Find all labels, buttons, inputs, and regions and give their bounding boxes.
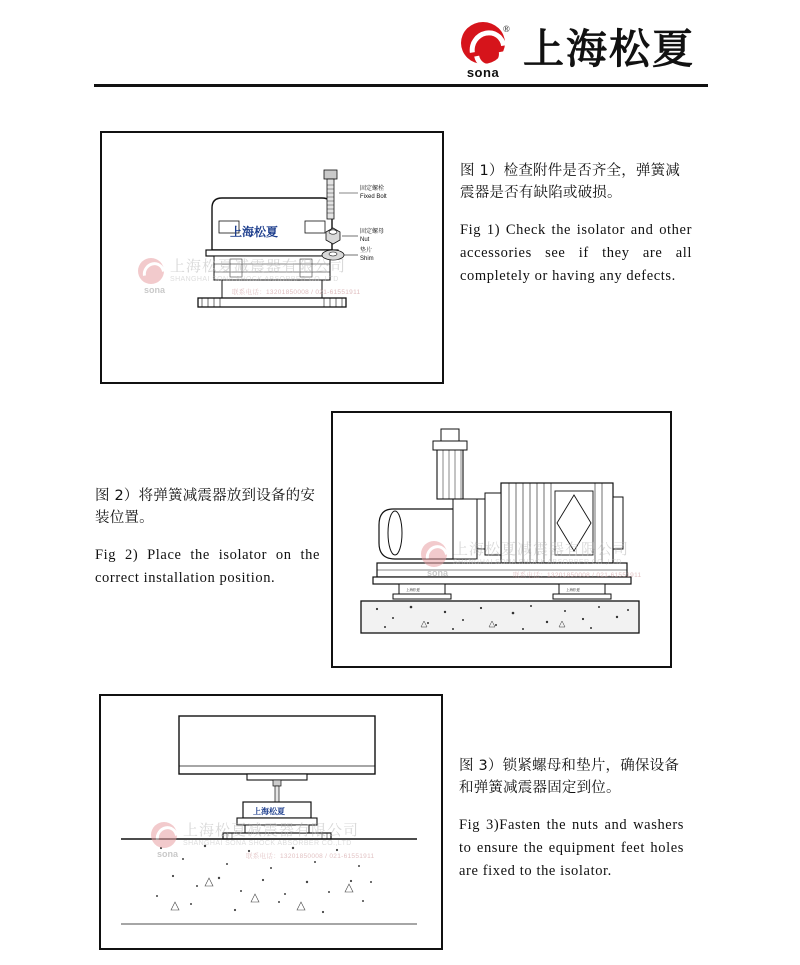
figure-2-drawing [333,413,666,662]
sona-circle-icon [461,22,505,64]
sona-logo-icon [453,22,513,80]
figure-3-caption-en: Fig 3)Fasten the nuts and washers to ensure the equipment feet holes are fixed to the isolator. [459,816,684,880]
figure-3-isolator [223,802,331,839]
figure-1-device-label: 上海松夏 [230,225,279,239]
figure-1-caption [460,160,692,289]
figure-1-image [100,131,444,384]
figure-1-bolt-label-en: Fixed Bolt [360,194,387,200]
figure-2-isolator-left [393,584,451,599]
figure-1-drawing [102,133,438,378]
watermark-sona: sona [144,285,166,295]
figure-3-caption-cn: 图 3）锁紧螺母和垫片，确保设备和弹簧减震器固定到位。 [459,758,680,797]
watermark-text-en: SHANGHAI SONA SHOCK ABSORBER CO.,LTD [170,275,339,283]
shim-icon [322,250,344,260]
watermark-text-en: SHANGHAI SONA SHOCK ABSORBER CO.,LTD [183,839,352,847]
figure-2-caption-en: Fig 2) Place the isolator on the correct installation position. [95,546,320,587]
figure-3-bolt-icon [273,780,281,802]
nut-icon [326,228,340,244]
logo-wordmark: sona [466,65,500,80]
figure-2-image [331,411,672,668]
svg-text:上海松夏: 上海松夏 [406,588,420,592]
brand-name-cn: 上海松夏 [523,24,695,73]
figure-1-nut-label-cn: 固定螺母 [360,228,385,235]
watermark-sona: sona [427,568,449,578]
figure-2-caption-cn: 图 2）将弹簧减震器放到设备的安装位置。 [95,488,316,527]
watermark-text-cn: 上海松夏减震器有限公司 [170,257,347,276]
header-divider [94,84,708,87]
svg-text:上海松夏: 上海松夏 [566,588,580,592]
watermark-tel: 联系电话：13201850008 / 021-61551911 [513,572,642,579]
figure-1-shim-label-cn: 垫片 [360,247,373,254]
figure-2-isolator-right [553,584,611,599]
figure-2-caption [95,485,320,590]
figure-3-image [99,694,443,950]
brand-logo [453,22,695,80]
watermark-tel: 联系电话：13201850008 / 021-61551911 [232,289,361,296]
page-header [0,14,800,86]
watermark-text-cn: 上海松夏减震器有限公司 [183,821,360,840]
figure-3-caption [459,755,684,884]
watermark-tel: 联系电话：13201850008 / 021-61551911 [246,853,375,860]
watermark-text-en: SHANGHAI SONA SHOCK ABSORBER CO.,LTD [453,558,622,566]
watermark-sona: sona [157,849,179,859]
registered-trademark-icon: ® [503,24,510,34]
figure-1-bolt-label-cn: 固定螺栓 [360,185,385,192]
svg-text:上海松夏: 上海松夏 [253,807,285,816]
figure-1-caption-cn: 图 1）检查附件是否齐全，弹簧减震器是否有缺陷或破损。 [460,163,681,202]
figure-1-nut-label-en: Nut [360,237,370,243]
figure-1-caption-en: Fig 1) Check the isolator and other accessories see if they are all completely or having any defects. [460,221,692,285]
figure-3-drawing [101,696,437,944]
watermark-text-cn: 上海松夏减震器有限公司 [453,540,630,559]
figure-1-shim-label-en: Shim [360,256,374,262]
